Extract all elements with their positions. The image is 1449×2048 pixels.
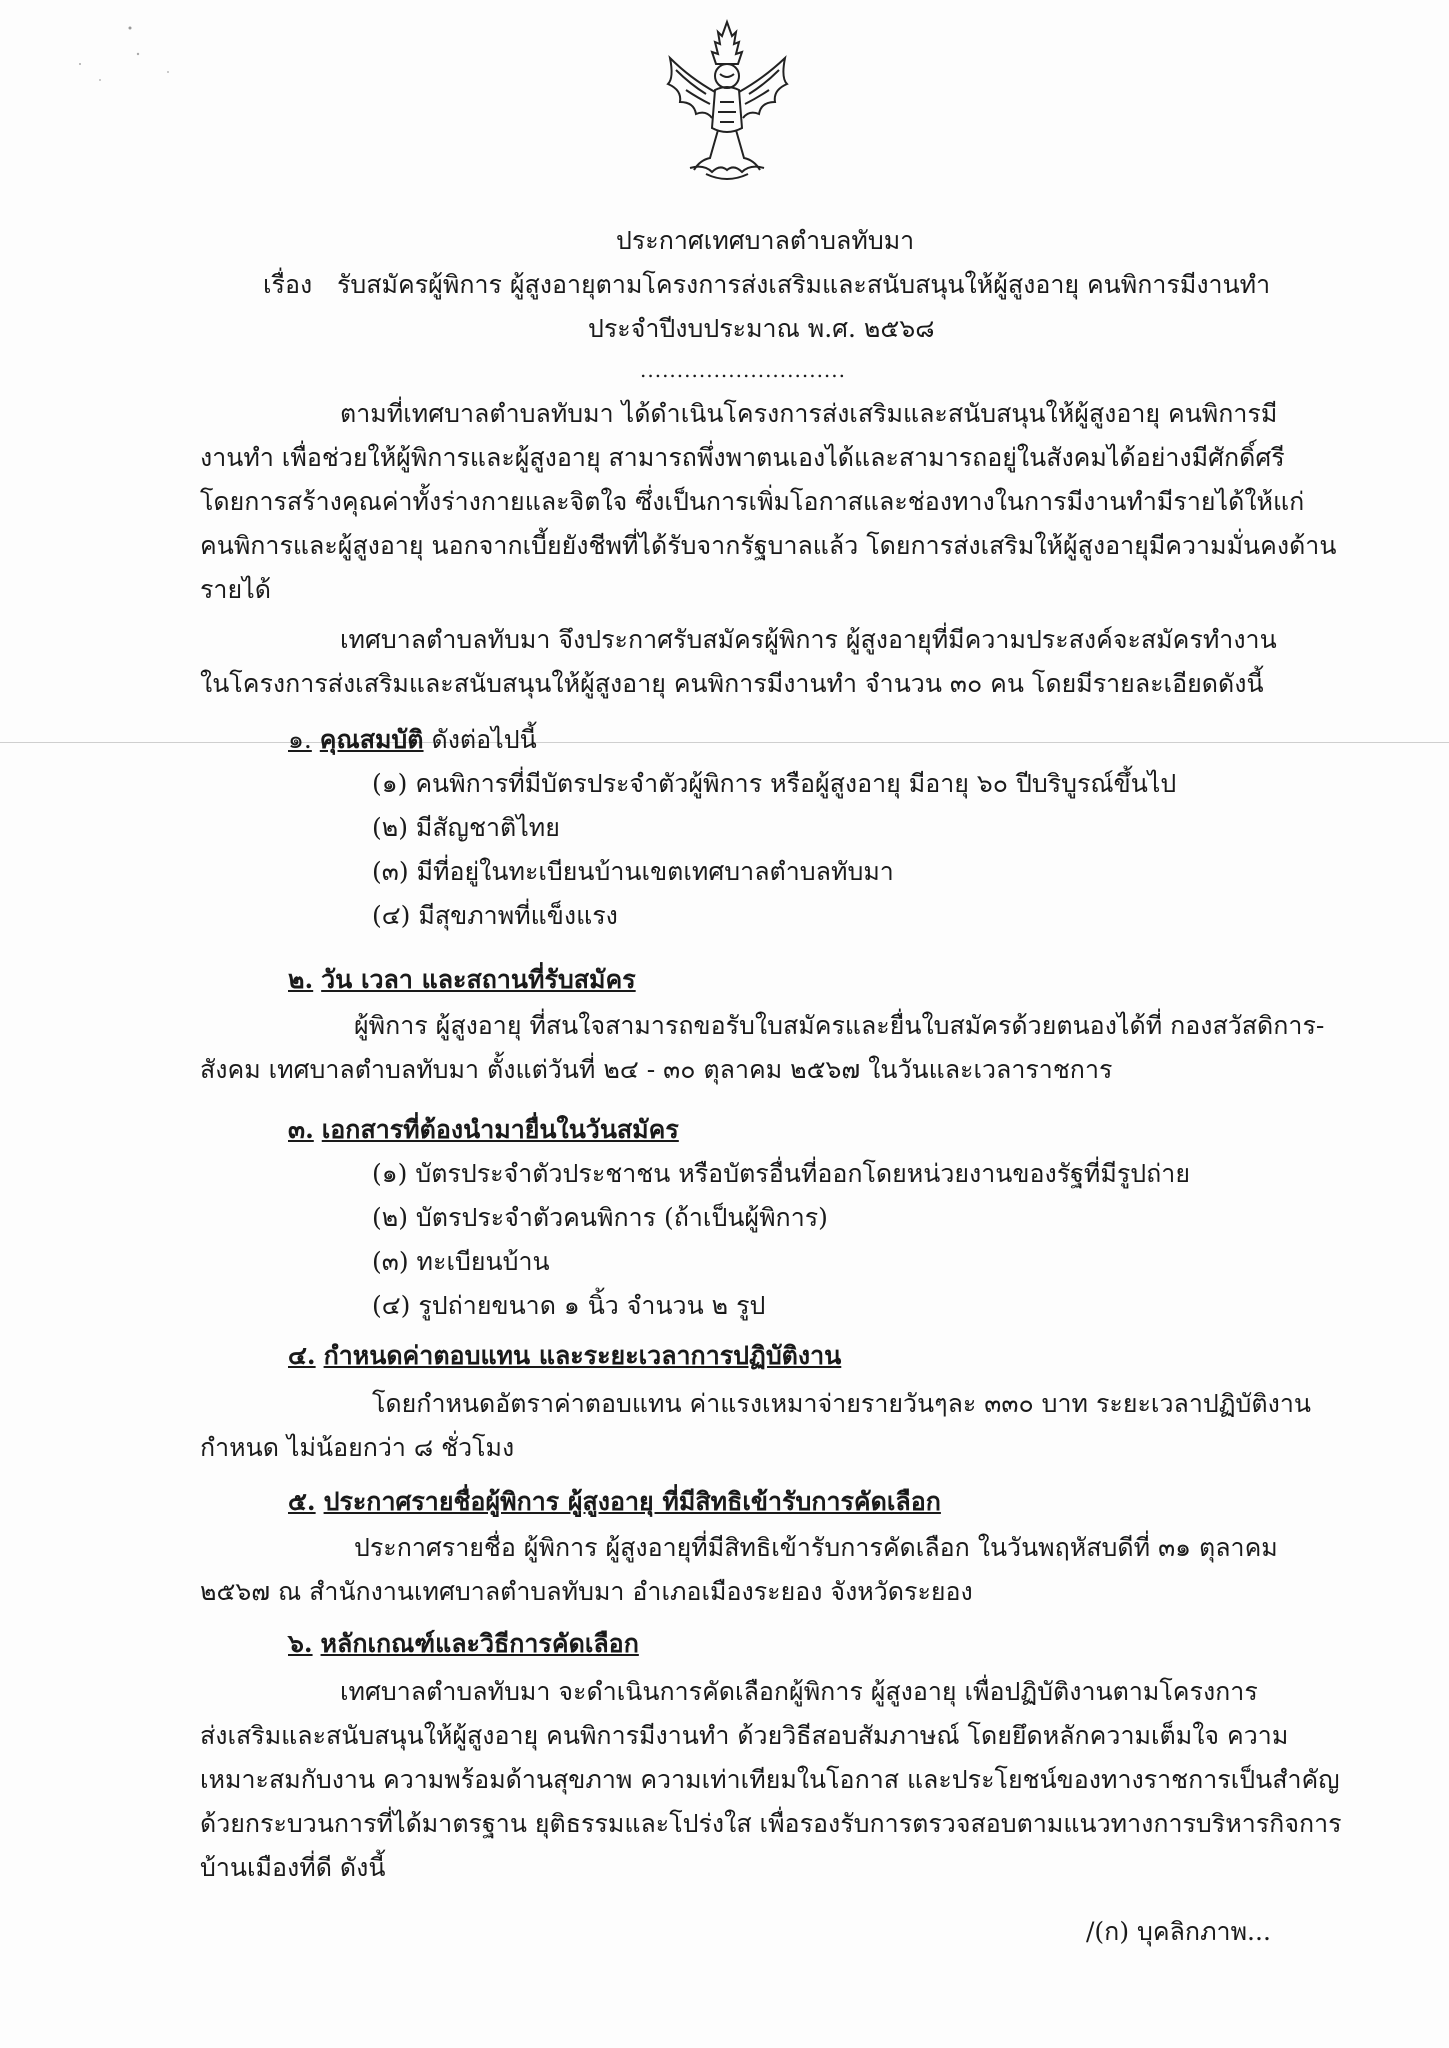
fiscal-year: ประจำปีงบประมาณ พ.ศ. ๒๕๖๘	[588, 314, 935, 343]
announce-line-2: ในโครงการส่งเสริมและสนับสนุนให้ผู้สูงอายุ คนพิการมีงานทำ จำนวน ๓๐ คน โดยมีรายละเอียดดังนี้	[200, 669, 1264, 698]
intro-line-5: รายได้	[200, 575, 271, 604]
section-5-heading	[288, 1480, 941, 1524]
intro-line-3: โดยการสร้างคุณค่าทั้งร่างกายและจิตใจ ซึ่งเป็นการเพิ่มโอกาสและช่องทางในการมีงานทำมีรายได้ให้แก่	[200, 487, 1305, 516]
section-1-title: คุณสมบัติ	[319, 725, 424, 754]
page-fold-line	[0, 742, 1449, 743]
s4-line-2: กำหนด ไม่น้อยกว่า ๘ ชั่วโมง	[200, 1433, 515, 1462]
scan-specks	[60, 20, 180, 100]
s2-line-2: สังคม เทศบาลตำบลทับมา ตั้งแต่วันที่ ๒๔ - ๓๐ ตุลาคม ๒๕๖๗ ในวันและเวลาราชการ	[200, 1055, 1113, 1084]
section-6-heading	[288, 1622, 639, 1666]
s6-line-2: ส่งเสริมและสนับสนุนให้ผู้สูงอายุ คนพิการมีงานทำ ด้วยวิธีสอบสัมภาษณ์ โดยยึดหลักความเต็มใจ ความ	[200, 1721, 1289, 1750]
s2-line-1: ผู้พิการ ผู้สูงอายุ ที่สนใจสามารถขอรับใบสมัครและยื่นใบสมัครด้วยตนองได้ที่ กองสวัสดิการ-	[354, 1011, 1325, 1040]
section-4-heading	[288, 1334, 841, 1378]
section-6-number: ๖.	[288, 1629, 313, 1658]
header-separator: ............................	[640, 358, 847, 382]
s3-item-4: (๔) รูปถ่ายขนาด ๑ นิ้ว จำนวน ๒ รูป	[372, 1291, 766, 1320]
s1-item-4: (๔) มีสุขภาพที่แข็งแรง	[372, 901, 618, 930]
section-2-number: ๒.	[288, 965, 314, 994]
subject-text: รับสมัครผู้พิการ ผู้สูงอายุตามโครงการส่งเสริมและสนับสนุนให้ผู้สูงอายุ คนพิการมีงานทำ	[337, 270, 1271, 299]
s5-line-2: ๒๕๖๗ ณ สำนักงานเทศบาลตำบลทับมา อำเภอเมืองระยอง จังหวัดระยอง	[200, 1577, 973, 1606]
section-1-number: ๑.	[288, 725, 312, 754]
continued-marker: /(ก) บุคลิกภาพ...	[1086, 1917, 1271, 1946]
section-4-title: กำหนดค่าตอบแทน และระยะเวลาการปฏิบัติงาน	[323, 1341, 842, 1370]
s5-line-1: ประกาศรายชื่อ ผู้พิการ ผู้สูงอายุที่มีสิทธิเข้ารับการคัดเลือก ในวันพฤหัสบดีที่ ๓๑ ตุลาคม	[354, 1533, 1278, 1562]
s1-item-2: (๒) มีสัญชาติไทย	[372, 813, 560, 842]
section-5-number: ๕.	[288, 1487, 316, 1516]
s6-line-4: ด้วยกระบวนการที่ได้มาตรฐาน ยุติธรรมและโปร่งใส เพื่อรองรับการตรวจสอบตามแนวทางการบริหารกิจการ	[200, 1809, 1342, 1838]
section-6-title: หลักเกณฑ์และวิธีการคัดเลือก	[320, 1629, 639, 1658]
section-3-number: ๓.	[288, 1115, 314, 1144]
section-3-heading	[288, 1108, 679, 1152]
section-1-heading	[288, 718, 537, 762]
intro-line-1: ตามที่เทศบาลตำบลทับมา ได้ดำเนินโครงการส่งเสริมและสนับสนุนให้ผู้สูงอายุ คนพิการมี	[340, 399, 1278, 428]
intro-line-4: คนพิการและผู้สูงอายุ นอกจากเบี้ยยังชีพที่ได้รับจากรัฐบาลแล้ว โดยการส่งเสริมให้ผู้สูงอายุมีความมั่นคงด้าน	[200, 531, 1337, 560]
section-1-suffix: ดังต่อไปนี้	[423, 725, 537, 754]
s3-item-1: (๑) บัตรประจำตัวประชาชน หรือบัตรอื่นที่ออกโดยหน่วยงานของรัฐที่มีรูปถ่าย	[372, 1159, 1190, 1188]
s3-item-3: (๓) ทะเบียนบ้าน	[372, 1247, 550, 1276]
s3-item-2: (๒) บัตรประจำตัวคนพิการ (ถ้าเป็นผู้พิการ)	[372, 1203, 828, 1232]
garuda-emblem-icon	[660, 18, 795, 188]
subject-label: เรื่อง	[263, 270, 313, 299]
s6-line-3: เหมาะสมกับงาน ความพร้อมด้านสุขภาพ ความเท่าเทียมในโอกาส และประโยชน์ของทางราชการเป็นสำคัญ	[200, 1765, 1340, 1794]
s6-line-1: เทศบาลตำบลทับมา จะดำเนินการคัดเลือกผู้พิการ ผู้สูงอายุ เพื่อปฏิบัติงานตามโครงการ	[340, 1677, 1258, 1706]
announcement-title: ประกาศเทศบาลตำบลทับมา	[616, 226, 915, 255]
section-5-title: ประกาศรายชื่อผู้พิการ ผู้สูงอายุ ที่มีสิทธิเข้ารับการคัดเลือก	[323, 1487, 941, 1516]
announce-line-1: เทศบาลตำบลทับมา จึงประกาศรับสมัครผู้พิการ ผู้สูงอายุที่มีความประสงค์จะสมัครทำงาน	[340, 625, 1277, 654]
s4-line-1: โดยกำหนดอัตราค่าตอบแทน ค่าแรงเหมาจ่ายรายวันๆละ ๓๓๐ บาท ระยะเวลาปฏิบัติงาน	[372, 1389, 1311, 1418]
s1-item-1: (๑) คนพิการที่มีบัตรประจำตัวผู้พิการ หรือผู้สูงอายุ มีอายุ ๖๐ ปีบริบูรณ์ขึ้นไป	[372, 769, 1177, 798]
s6-line-5: บ้านเมืองที่ดี ดังนี้	[200, 1853, 386, 1882]
intro-line-2: งานทำ เพื่อช่วยให้ผู้พิการและผู้สูงอายุ สามารถพึ่งพาตนเองได้และสามารถอยู่ในสังคมได้อย่างมีศักดิ์ศรี	[200, 443, 1285, 472]
s1-item-3: (๓) มีที่อยู่ในทะเบียนบ้านเขตเทศบาลตำบลทับมา	[372, 857, 894, 886]
section-3-title: เอกสารที่ต้องนำมายื่นในวันสมัคร	[321, 1115, 679, 1144]
section-4-number: ๔.	[288, 1341, 316, 1370]
section-2-title: วัน เวลา และสถานที่รับสมัคร	[321, 965, 636, 994]
section-2-heading	[288, 958, 636, 1002]
